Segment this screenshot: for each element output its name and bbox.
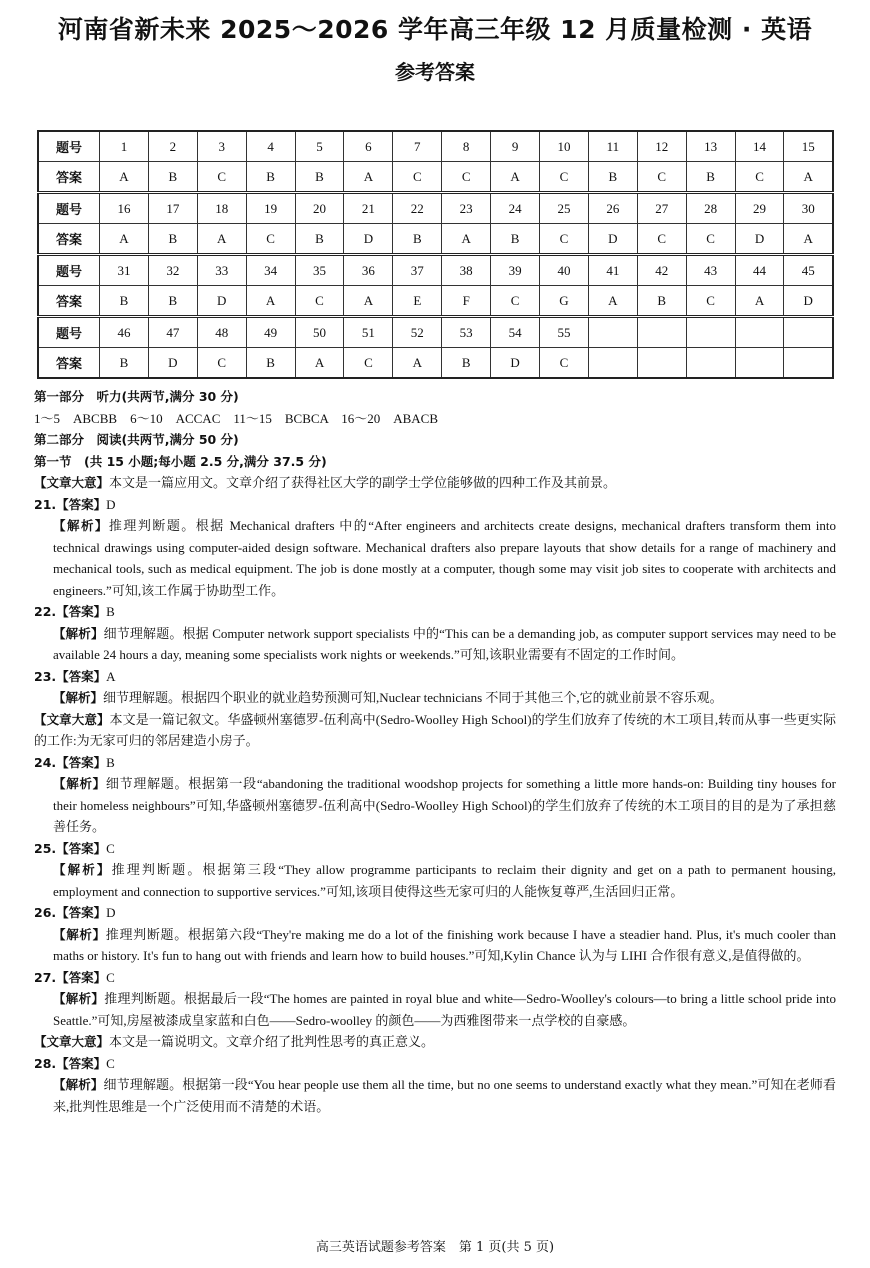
summary-tag: 【文章大意】	[34, 1034, 110, 1049]
question-number-cell: 53	[442, 317, 491, 348]
question-number-cell: 16	[100, 193, 149, 224]
question-number-cell: 46	[100, 317, 149, 348]
question-number-cell: 20	[295, 193, 344, 224]
page-footer: 高三英语试题参考答案 第 1 页(共 5 页)	[315, 1240, 555, 1255]
answer-cell: C	[246, 224, 295, 255]
summary-tag: 【文章大意】	[34, 475, 110, 490]
answer-cell: C	[540, 348, 589, 379]
question-number-row	[38, 193, 833, 224]
answer-label: 22.【答案】	[34, 604, 107, 619]
passage-c-summary	[34, 1031, 836, 1053]
question-number-cell: 37	[393, 255, 442, 286]
question-number-cell: 29	[735, 193, 784, 224]
summary-text: 本文是一篇应用文。文章介绍了获得社区大学的副学士学位能够做的四种工作及其前景。	[109, 475, 617, 490]
question-number-cell: 18	[197, 193, 246, 224]
row-label-answer: 答案	[38, 224, 100, 255]
answer-label: 21.【答案】	[34, 496, 107, 512]
answer-cell: C	[393, 162, 442, 193]
explanation-tag: 【解析】	[53, 1077, 104, 1092]
answer-cell: B	[246, 348, 295, 379]
answer-cell: A	[197, 224, 246, 255]
answer-label: 28.【答案】	[34, 1055, 107, 1071]
question-number-cell: 1	[100, 131, 149, 162]
question-number-cell: 3	[197, 131, 246, 162]
question-number-cell: 54	[491, 317, 540, 348]
passage-b-summary	[34, 709, 836, 752]
explanation-text: 细节理解题。根据四个职业的就业趋势预测可知,Nuclear technicians 不同于其他三个,它的就业前景不容乐观。	[103, 690, 723, 705]
explanation-tag: 【解析】	[53, 625, 104, 641]
question-number-row	[38, 255, 833, 286]
explanation-text: 推理判断题。根据第三段“They allow programme participants to reclaim their dignity and get on a path to permanent housing, employment and connection to supportive services.”可知,该项目使得这些无家可归的人能恢复尊严,生活回归正常。	[53, 862, 836, 899]
question-number-cell: 14	[735, 131, 784, 162]
q26-explanation	[34, 924, 836, 967]
question-number-cell: 24	[491, 193, 540, 224]
answer-cell: B	[491, 224, 540, 255]
answer-cell: A	[588, 286, 637, 317]
question-number-cell: 33	[197, 255, 246, 286]
q24-answer	[34, 752, 836, 774]
answer-value: C	[106, 840, 115, 856]
question-number-cell: 21	[344, 193, 393, 224]
question-number-cell: 25	[540, 193, 589, 224]
answer-cell: D	[588, 224, 637, 255]
answer-label: 24.【答案】	[34, 754, 107, 770]
question-number-cell: 55	[540, 317, 589, 348]
explanation-tag: 【解析】	[53, 776, 106, 791]
explanation-tag: 【解析】	[53, 690, 104, 705]
part1-answers: 1～5 ABCBB 6～10 ACCAC 11～15 BCBCA 16～20 ABACB	[34, 410, 439, 426]
answer-cell: B	[100, 348, 149, 379]
explanation-text: 推理判断题。根据最后一段“The homes are painted in royal blue and white—Sedro-Woolley's colours—to bring a little school pride into Seattle.”可知,房屋被漆成皇家蓝和白色——Sedro-woolley 的颜色——为西雅图带来一点学校的自豪感。	[53, 991, 836, 1028]
answer-cell: A	[100, 162, 149, 193]
answer-cell: D	[735, 224, 784, 255]
answer-cell: A	[735, 286, 784, 317]
answer-cell: C	[295, 286, 344, 317]
row-label-question: 题号	[38, 317, 100, 348]
explanation-text: 细节理解题。根据 Computer network support specialists 中的“This can be a demanding job, as computer support services may need to be available 24 hours a day, meaning some specialists work nights or weekends.”可知,该职业需要有不固定的工作时间。	[53, 625, 836, 662]
question-number-cell: 17	[148, 193, 197, 224]
answer-row	[38, 286, 833, 317]
explanation-text: 细节理解题。根据第一段“You hear people use them all the time, but no one seems to understand exactly what they mean.”可知在老师看来,批判性思维是一个广泛使用而不清楚的术语。	[53, 1077, 836, 1114]
answer-cell: B	[588, 162, 637, 193]
answer-cell: A	[295, 348, 344, 379]
answer-value: B	[106, 604, 115, 619]
answer-cell: G	[540, 286, 589, 317]
question-number-cell: 30	[784, 193, 833, 224]
explanation-tag: 【解析】	[53, 991, 105, 1006]
question-number-cell: 12	[637, 131, 686, 162]
q21-answer	[34, 494, 836, 516]
answer-cell: D	[148, 348, 197, 379]
passage-a-summary	[34, 472, 836, 494]
answer-cell: C	[197, 348, 246, 379]
row-label-question: 题号	[38, 255, 100, 286]
answer-value: C	[106, 969, 115, 985]
question-number-cell: 38	[442, 255, 491, 286]
question-number-cell: 47	[148, 317, 197, 348]
question-number-cell: 23	[442, 193, 491, 224]
answer-table	[37, 130, 834, 379]
answer-cell: B	[246, 162, 295, 193]
answer-cell: A	[100, 224, 149, 255]
question-number-cell: 4	[246, 131, 295, 162]
question-number-cell	[588, 317, 637, 348]
question-number-cell: 44	[735, 255, 784, 286]
q27-answer	[34, 967, 836, 989]
answer-cell: D	[197, 286, 246, 317]
explanation-text: 细节理解题。根据第一段“abandoning the traditional woodshop projects for something a little more hands-on: Building tiny houses for their homeless neighbours”可知,华盛顿州塞德罗-伍利高中(Sedro-Woolley High School)的学生们放弃了传统的木工项目的目的是为了承担慈善任务。	[53, 776, 836, 834]
page-title: 河南省新未来 2025～2026 学年高三年级 12 月质量检测 · 英语	[57, 15, 813, 44]
answer-label: 23.【答案】	[34, 668, 107, 684]
q27-explanation	[34, 988, 836, 1031]
summary-text: 本文是一篇记叙文。华盛顿州塞德罗-伍利高中(Sedro-Woolley High School)的学生们放弃了传统的木工项目,转而从事一些更实际的工作:为无家可归的邻居建造小房子。	[34, 711, 836, 748]
question-number-cell: 27	[637, 193, 686, 224]
question-number-cell: 15	[784, 131, 833, 162]
part2-heading: 第二部分 阅读(共两节,满分 50 分)	[34, 432, 239, 447]
question-number-cell: 35	[295, 255, 344, 286]
question-number-cell: 6	[344, 131, 393, 162]
part1-heading: 第一部分 听力(共两节,满分 30 分)	[34, 389, 239, 404]
answer-cell	[735, 348, 784, 379]
question-number-cell: 42	[637, 255, 686, 286]
summary-text: 本文是一篇说明文。文章介绍了批判性思考的真正意义。	[109, 1034, 435, 1049]
question-number-cell	[637, 317, 686, 348]
answer-cell: C	[197, 162, 246, 193]
answer-cell: A	[246, 286, 295, 317]
answer-cell: B	[637, 286, 686, 317]
answer-cell: B	[295, 162, 344, 193]
answer-row	[38, 162, 833, 193]
question-number-cell: 32	[148, 255, 197, 286]
question-number-cell: 36	[344, 255, 393, 286]
row-label-question: 题号	[38, 193, 100, 224]
question-number-cell: 45	[784, 255, 833, 286]
answer-value: B	[106, 754, 115, 770]
row-label-answer: 答案	[38, 162, 100, 193]
explanation-tag: 【解析】	[53, 862, 112, 877]
question-number-cell: 51	[344, 317, 393, 348]
answer-cell: A	[344, 162, 393, 193]
question-number-cell: 22	[393, 193, 442, 224]
answer-explanations	[34, 386, 836, 1117]
question-number-cell: 28	[686, 193, 735, 224]
row-label-question: 题号	[38, 131, 100, 162]
answer-cell	[686, 348, 735, 379]
q23-answer	[34, 666, 836, 688]
answer-cell: A	[344, 286, 393, 317]
question-number-cell: 34	[246, 255, 295, 286]
answer-cell: A	[784, 162, 833, 193]
answer-cell: B	[442, 348, 491, 379]
q25-answer	[34, 838, 836, 860]
question-number-cell: 52	[393, 317, 442, 348]
q28-explanation	[34, 1074, 836, 1117]
question-number-cell: 49	[246, 317, 295, 348]
answer-cell: A	[491, 162, 540, 193]
question-number-cell: 10	[540, 131, 589, 162]
answer-cell: A	[393, 348, 442, 379]
question-number-cell: 2	[148, 131, 197, 162]
answer-cell: B	[295, 224, 344, 255]
answer-cell: B	[100, 286, 149, 317]
q22-answer	[34, 601, 836, 623]
answer-label: 27.【答案】	[34, 969, 107, 985]
answer-cell: B	[148, 224, 197, 255]
summary-tag: 【文章大意】	[34, 711, 110, 727]
question-number-cell	[784, 317, 833, 348]
answer-cell	[588, 348, 637, 379]
answer-cell: C	[540, 162, 589, 193]
section1-heading: 第一节 (共 15 小题;每小题 2.5 分,满分 37.5 分)	[34, 453, 327, 469]
answer-cell: E	[393, 286, 442, 317]
question-number-cell: 13	[686, 131, 735, 162]
answer-row	[38, 224, 833, 255]
answer-cell: D	[344, 224, 393, 255]
question-number-cell: 43	[686, 255, 735, 286]
answer-cell: C	[344, 348, 393, 379]
question-number-cell	[686, 317, 735, 348]
question-number-cell: 31	[100, 255, 149, 286]
question-number-cell: 41	[588, 255, 637, 286]
explanation-text: 推理判断题。根据 Mechanical drafters 中的“After engineers and architects create designs, mechanical drafters transform them into technical drawings using computer-aided design software. Mechanical drafters also prepare layouts that show details for a range of machinery and mechanical tools, such as medical equipment. The job is done mostly at a computer, though some may visit job sites to cooperate with architects and engineers.”可知,该工作属于协助型工作。	[53, 518, 836, 598]
answer-cell: B	[393, 224, 442, 255]
answer-value: C	[106, 1055, 115, 1071]
explanation-text: 推理判断题。根据第六段“They're making me do a lot of the finishing work because I have a steadier hand. Plus, it's much cooler than maths or history. It's fun to hang out with friends and learn how to build houses.”可知,Kylin Chance 认为与 LIHI 合作很有意义,是值得做的。	[53, 926, 836, 963]
answer-row	[38, 348, 833, 379]
answer-cell: F	[442, 286, 491, 317]
answer-cell: D	[491, 348, 540, 379]
row-label-answer: 答案	[38, 286, 100, 317]
answer-cell	[784, 348, 833, 379]
question-number-cell	[735, 317, 784, 348]
answer-cell: C	[686, 224, 735, 255]
answer-cell	[637, 348, 686, 379]
explanation-tag: 【解析】	[53, 518, 109, 533]
q22-explanation	[34, 623, 836, 666]
question-number-cell: 40	[540, 255, 589, 286]
answer-value: A	[106, 668, 116, 684]
answer-cell: D	[784, 286, 833, 317]
question-number-cell: 11	[588, 131, 637, 162]
question-number-cell: 39	[491, 255, 540, 286]
answer-value: D	[106, 905, 116, 920]
q24-explanation	[34, 773, 836, 838]
question-number-cell: 50	[295, 317, 344, 348]
row-label-answer: 答案	[38, 348, 100, 379]
answer-label: 25.【答案】	[34, 840, 107, 856]
q23-explanation	[34, 687, 836, 709]
explanation-tag: 【解析】	[53, 926, 106, 942]
question-number-cell: 9	[491, 131, 540, 162]
answer-cell: C	[540, 224, 589, 255]
answer-cell: C	[735, 162, 784, 193]
answer-cell: C	[637, 162, 686, 193]
answer-cell: C	[442, 162, 491, 193]
answer-cell: B	[686, 162, 735, 193]
answer-cell: C	[637, 224, 686, 255]
answer-label: 26.【答案】	[34, 905, 107, 920]
answer-cell: A	[784, 224, 833, 255]
answer-cell: A	[442, 224, 491, 255]
page-subtitle: 参考答案	[395, 60, 475, 84]
q25-explanation	[34, 859, 836, 902]
q21-explanation	[34, 515, 836, 601]
answer-cell: B	[148, 162, 197, 193]
question-number-cell: 26	[588, 193, 637, 224]
question-number-row	[38, 131, 833, 162]
q26-answer	[34, 902, 836, 924]
question-number-cell: 7	[393, 131, 442, 162]
question-number-cell: 8	[442, 131, 491, 162]
answer-value: D	[106, 496, 116, 512]
answer-cell: B	[148, 286, 197, 317]
question-number-cell: 5	[295, 131, 344, 162]
question-number-cell: 48	[197, 317, 246, 348]
question-number-cell: 19	[246, 193, 295, 224]
q28-answer	[34, 1053, 836, 1075]
answer-cell: C	[686, 286, 735, 317]
answer-cell: C	[491, 286, 540, 317]
question-number-row	[38, 317, 833, 348]
